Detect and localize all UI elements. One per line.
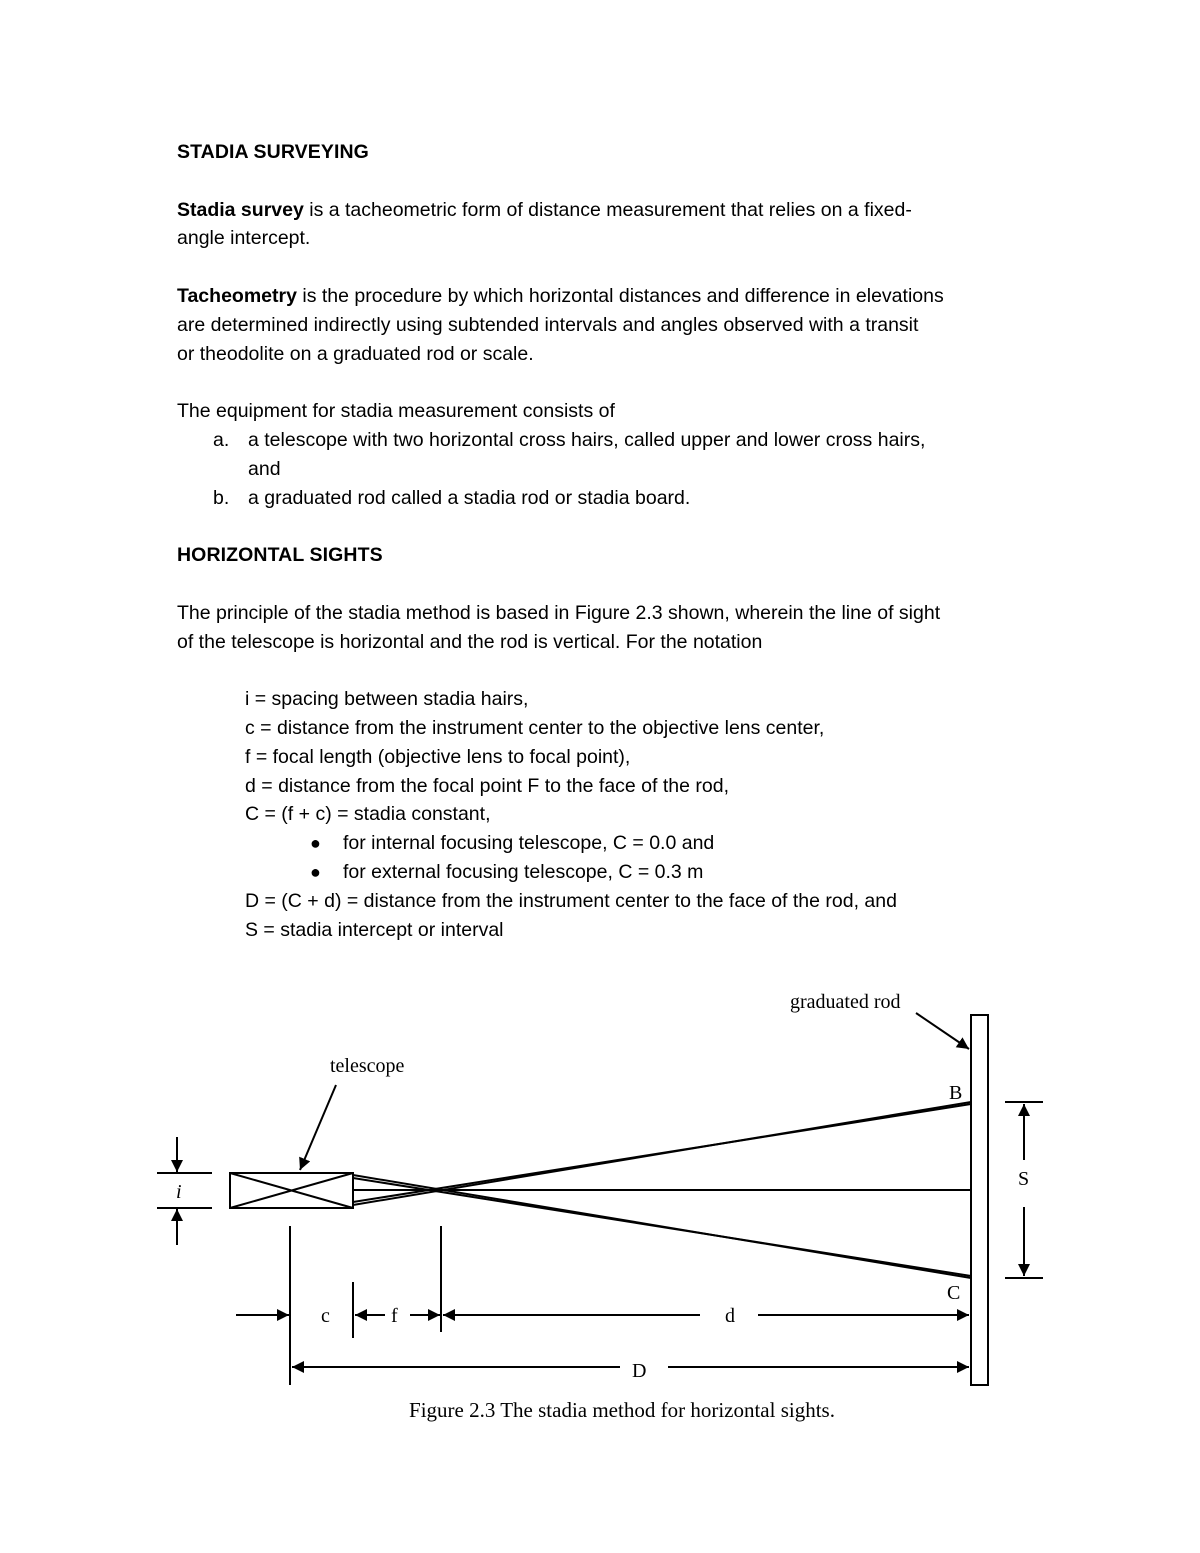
stadia-definition-line2: angle intercept. (177, 227, 311, 250)
d-label: d (725, 1305, 735, 1327)
notation-S: S = stadia intercept or interval (245, 918, 504, 941)
point-b-label: B (949, 1082, 963, 1104)
notation-f: f = focal length (objective lens to focal point), (245, 745, 631, 768)
graduated-rod (971, 1015, 988, 1385)
notation-c: c = distance from the instrument center to the objective lens center, (245, 716, 825, 739)
figure-caption: Figure 2.3 The stadia method for horizontal sights. (409, 1398, 835, 1422)
tacheometry-definition-line2: are determined indirectly using subtended intervals and angles observed with a transit (177, 313, 919, 336)
section-heading: HORIZONTAL SIGHTS (177, 544, 383, 567)
stadia-definition-text: is a tacheometric form of distance measurement that relies on a fixed- (303, 198, 912, 221)
principle-line2: of the telescope is horizontal and the rod is vertical. For the notation (177, 630, 763, 653)
tacheometry-term: Tacheometry (177, 284, 297, 307)
telescope-pointer-arrow (300, 1085, 336, 1170)
list-item-text: a graduated rod called a stadia rod or stadia board. (248, 486, 691, 509)
tacheometry-definition-line3: or theodolite on a graduated rod or scale. (177, 342, 534, 365)
tacheometry-definition-text: is the procedure by which horizontal distances and difference in elevations (296, 284, 944, 307)
stadia-ray (353, 1178, 971, 1276)
point-c-label: C (947, 1282, 961, 1304)
list-marker: a. (213, 428, 230, 451)
f-label: f (391, 1305, 398, 1327)
D-label: D (632, 1360, 647, 1382)
list-item-text-line2: and (248, 457, 281, 480)
bullet-icon: ● (310, 861, 321, 882)
rod-label: graduated rod (790, 991, 901, 1013)
page-title: STADIA SURVEYING (177, 141, 369, 163)
rod-pointer-arrow (916, 1013, 969, 1049)
list-item-text: a telescope with two horizontal cross hairs, called upper and lower cross hairs, (248, 428, 926, 451)
principle-line1: The principle of the stadia method is based in Figure 2.3 shown, wherein the line of sight (177, 601, 941, 624)
c-label: c (321, 1305, 330, 1327)
stadia-ray (353, 1104, 971, 1202)
notation-i: i = spacing between stadia hairs, (245, 688, 529, 711)
notation-C: C = (f + c) = stadia constant, (245, 803, 491, 826)
bullet-icon: ● (310, 833, 321, 854)
stadia-term: Stadia survey (177, 198, 304, 221)
notation-D: D = (C + d) = distance from the instrument center to the face of the rod, and (245, 889, 897, 912)
i-label: i (176, 1181, 182, 1203)
list-item-text: for external focusing telescope, C = 0.3 m (343, 860, 704, 883)
list-item-text: for internal focusing telescope, C = 0.0 and (343, 832, 715, 855)
telescope-label: telescope (330, 1055, 405, 1077)
list-marker: b. (213, 486, 230, 509)
s-label: S (1018, 1168, 1030, 1190)
equipment-intro: The equipment for stadia measurement consists of (177, 400, 615, 423)
notation-d: d = distance from the focal point F to the face of the rod, (245, 774, 729, 797)
